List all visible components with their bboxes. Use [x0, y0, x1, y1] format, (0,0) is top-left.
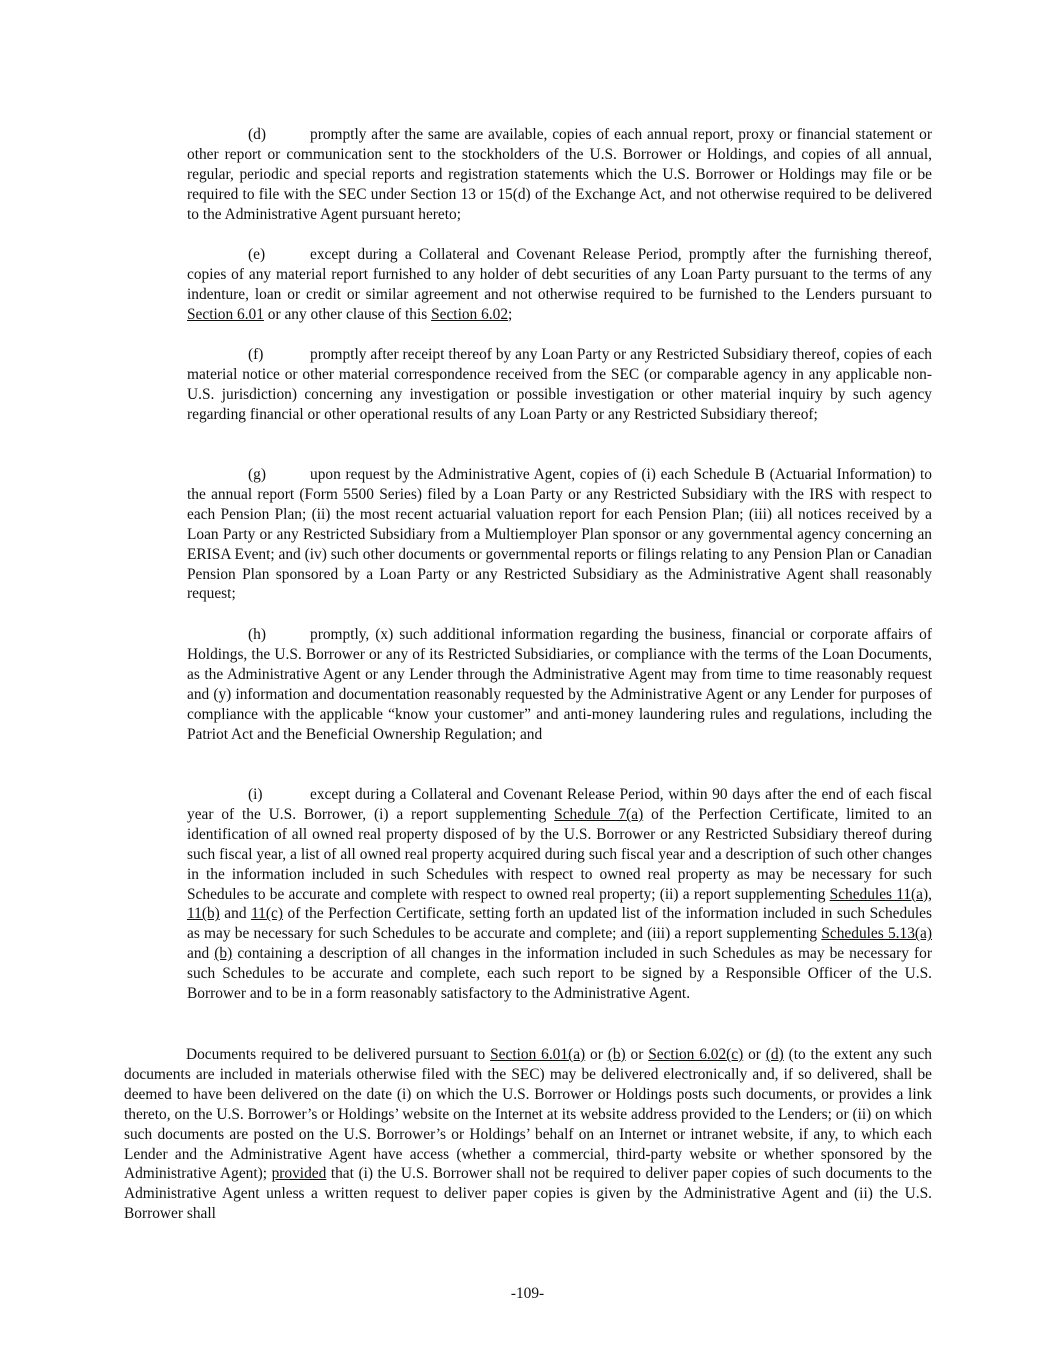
paragraph-h — [187, 625, 932, 744]
paragraph-d-text: promptly after the same are available, copies of each annual report, proxy or financial statement or other report or communication sent to the stockholders of the U.S. Borrower or Holdings, and copies of all annual, regular, periodic and special reports and registration statements which the U.S. Borrower or Holdings may file or be required to file with the SEC under Section 13 or 15(d) of the Exchange Act, and not otherwise required to be delivered to the Administrative Agent pursuant hereto; — [187, 126, 932, 223]
paragraph-d-label: (d) — [248, 126, 266, 143]
tail-text: Documents required to be delivered pursuant to — [186, 1046, 491, 1063]
paragraph-i-text-6: and — [187, 945, 215, 963]
paragraph-d — [187, 125, 932, 225]
paragraph-i-text-2: of the Perfection Certificate, limited to an identification of all owned real property disposed of by the U.S. Borrower or any Restricted Subsidiary thereof during such fiscal year, a list of all owned real property acquired during such fiscal year and a description of such other changes in the information included in such Schedules with respect to owned real property as may be necessary for such Schedules to be accurate and complete with respect to owned real property; (ii) a report supplementing — [187, 805, 932, 903]
tail-text-3: or — [625, 1046, 649, 1063]
schedules-11a-reference: Schedules 11(a) — [829, 885, 929, 903]
paragraph-i-text: except during a Collateral and Covenant Release Period, within 90 days after the end of each fiscal year of the U.S. Borrower, (i) a report supplementing — [187, 786, 932, 823]
tail-text-2: or — [585, 1046, 608, 1063]
schedule-11b-reference: 11(b) — [187, 905, 220, 923]
paragraph-e-text-2: or any other clause of this — [263, 305, 432, 323]
paragraph-g-text: upon request by the Administrative Agent, copies of (i) each Schedule B (Actuarial Information) to the annual report (Form 5500 Series) filed by a Loan Party or any Restricted Subsidiary with the IRS with respect to each Pension Plan; (ii) the most recent actuarial valuation report for each Pension Plan; (iii) all notices received by a Loan Party or any Restricted Subsidiary from a Multiemployer Plan sponsor or any governmental agency concerning an ERISA Event; and (iv) such other documents or governmental reports or filings relating to any Pension Plan or Canadian Pension Plan sponsored by a Loan Party or any Restricted Subsidiary as the Administrative Agent shall reasonably request; — [187, 466, 932, 603]
paragraph-f-text: promptly after receipt thereof by any Loan Party or any Restricted Subsidiary thereof, copies of each material notice or other material correspondence received from the SEC (or comparable agency in any applicable non-U.S. jurisdiction) concerning any investigation or possible investigation or other material inquiry by such agency regarding financial or other operational results of any Loan Party or any Restricted Subsidiary thereof; — [187, 346, 932, 423]
page-number: -109- — [510, 1285, 545, 1302]
provided-term: provided — [271, 1165, 327, 1183]
paragraph-f — [187, 345, 932, 425]
schedules-5-13a-reference: Schedules 5.13(a) — [821, 925, 932, 943]
section-6-02-reference: Section 6.02 — [431, 305, 509, 323]
paragraph-g — [187, 465, 932, 604]
paragraph-h-text: promptly, (x) such additional information regarding the business, financial or corporate affairs of Holdings, the U.S. Borrower or any of its Restricted Subsidiaries, or compliance with the terms of the Loan Documents, as the Administrative Agent or any Lender through the Administrative Agent may from time to time reasonably request and (y) information and documentation reasonably requested by the Administrative Agent or any Lender for purposes of compliance with the applicable “know your customer” and anti-money laundering rules and regulations, including the Patriot Act and the Beneficial Ownership Regulation; and — [187, 626, 932, 743]
tail-text-5: (to the extent any such documents are included in materials otherwise filed with the SEC) may be delivered electronically and, if so delivered, shall be deemed to have been delivered on the date (i) on which the U.S. Borrower or Holdings posts such documents, or provides a link thereto, on the U.S. Borrower’s or Holdings’ website on the Internet at its website address provided to the Lenders; or (ii) on which such documents are posted on the U.S. Borrower’s or Holdings’ behalf on an Internet or intranet website, if any, to which each Lender and the Administrative Agent have access (whether a commercial, third-party website or whether sponsored by the Administrative Agent); — [124, 1046, 932, 1183]
schedule-7a-reference: Schedule 7(a) — [554, 805, 644, 823]
paragraph-f-label: (f) — [248, 346, 264, 363]
paragraph-g-label: (g) — [248, 466, 266, 483]
section-6-02d-reference: (d) — [765, 1046, 784, 1063]
paragraph-i-label: (i) — [248, 786, 263, 803]
paragraph-i-text-4: and — [219, 905, 252, 923]
paragraph-e-label: (e) — [248, 246, 266, 263]
section-6-02c-reference: Section 6.02(c) — [648, 1046, 744, 1063]
paragraph-i-text-3: , — [928, 885, 933, 903]
paragraph-i-text-5: of the Perfection Certificate, setting forth an updated list of the information included in such Schedules as may be necessary for such Schedules to be accurate and complete; and (iii) a report supplementing — [187, 905, 932, 943]
schedule-5-13b-reference: (b) — [214, 945, 233, 963]
section-6-01a-reference: Section 6.01(a) — [490, 1046, 586, 1063]
tail-text-4: or — [743, 1046, 766, 1063]
paragraph-e-text: except during a Collateral and Covenant Release Period, promptly after the furnishing thereof, copies of any material report furnished to any holder of debt securities of any Loan Party pursuant to the terms of any indenture, loan or credit or similar agreement and not otherwise required to be furnished to the Lenders pursuant to — [187, 246, 932, 303]
paragraph-e — [187, 245, 932, 325]
tail-text-6: that (i) the U.S. Borrower shall not be required to deliver paper copies of such documents to the Administrative Agent unless a written request to deliver paper copies is given by the Administrative Agent and (ii) the U.S. Borrower shall — [124, 1165, 932, 1223]
schedule-11c-reference: 11(c) — [251, 905, 283, 923]
paragraph-h-label: (h) — [248, 626, 266, 643]
paragraph-e-text-3: ; — [508, 305, 513, 323]
section-6-01b-reference: (b) — [607, 1046, 626, 1063]
documents-delivery-paragraph — [124, 1045, 932, 1224]
paragraph-i-text-7: containing a description of all changes in the information included in such Schedules as may be necessary for such Schedules to be accurate and complete, each such report to be signed by a Responsible Officer of the U.S. Borrower and to be in a form reasonably satisfactory to the Administrative Agent. — [187, 945, 932, 1003]
paragraph-i — [187, 785, 932, 1004]
section-6-01-reference: Section 6.01 — [187, 305, 264, 323]
